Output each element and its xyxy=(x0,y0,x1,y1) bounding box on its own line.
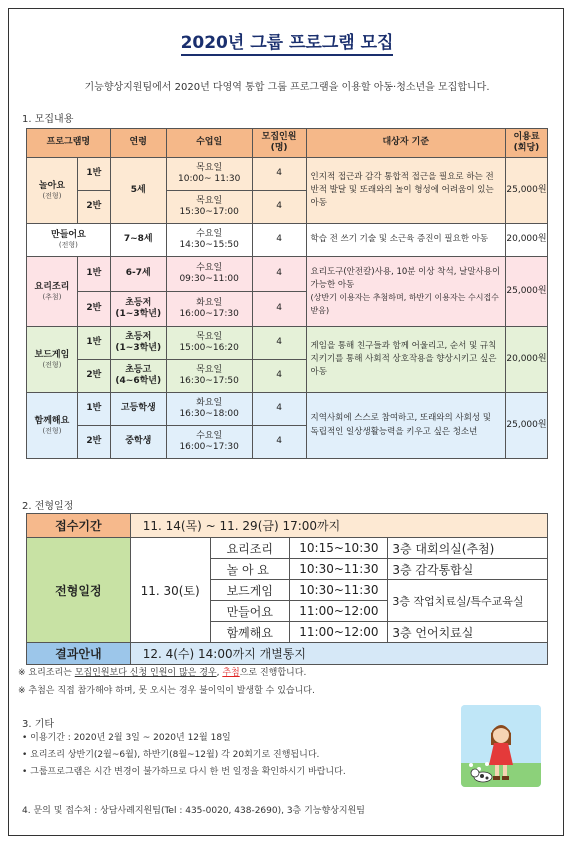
result-label: 결과안내 xyxy=(27,643,131,665)
etc-item: • 이용기간 : 2020년 2월 3일 ~ 2020년 12월 18일 xyxy=(22,733,231,743)
class-label: 2반 xyxy=(77,191,110,224)
age-cell: 초등저 (1~3학년) xyxy=(110,327,166,360)
table-row xyxy=(27,158,548,191)
schedule-row xyxy=(27,538,548,559)
capacity-cell: 4 xyxy=(252,327,306,360)
age-cell: 5세 xyxy=(110,158,166,224)
capacity-cell: 4 xyxy=(252,158,306,191)
criteria-cell: 학습 전 쓰기 기술 및 소근육 증진이 필요한 아동 xyxy=(306,224,505,257)
schedule-room: 3층 작업치료실/특수교육실 xyxy=(388,580,548,622)
class-label: 1반 xyxy=(77,257,110,292)
registration-label: 접수기간 xyxy=(27,514,131,538)
fee-cell: 25,000원 xyxy=(505,393,547,459)
header-program: 프로그램명 xyxy=(27,129,111,158)
age-cell: 6-7세 xyxy=(110,257,166,292)
class-label: 2반 xyxy=(77,426,110,459)
table-row xyxy=(27,257,548,292)
schedule-program: 함께해요 xyxy=(210,622,290,643)
header-criteria: 대상자 기준 xyxy=(306,129,505,158)
schedule-program: 놀 아 요 xyxy=(210,559,290,580)
etc-item: • 요리조리 상반기(2월~6월), 하반기(8월~12월) 각 20회기로 진행됩니다. xyxy=(22,750,320,760)
schedule-program: 요리조리 xyxy=(210,538,290,559)
intro-text: 기능향상지원팀에서 2020년 다영역 통합 그룹 프로그램을 이용할 아동·청소년을 모집합니다. xyxy=(84,82,490,93)
age-cell: 초등고 (4~6학년) xyxy=(110,360,166,393)
schedule-room: 3층 감각통합실 xyxy=(388,559,548,580)
day-cell: 목요일 10:00~ 11:30 xyxy=(166,158,252,191)
selection-label: 전형일정 xyxy=(27,538,131,643)
schedule-program: 보드게임 xyxy=(210,580,290,601)
header-age: 연령 xyxy=(110,129,166,158)
note-1: ※ 요리조리는 모집인원보다 신청 인원이 많은 경우, 추첨으로 진행합니다. xyxy=(18,668,307,678)
age-cell: 7~8세 xyxy=(110,224,166,257)
header-day: 수업일 xyxy=(166,129,252,158)
header-fee: 이용료 (회당) xyxy=(505,129,547,158)
day-cell: 수요일 14:30~15:50 xyxy=(166,224,252,257)
section-1-heading: 1. 모집내용 xyxy=(22,114,74,125)
class-label: 1반 xyxy=(77,327,110,360)
section-3-heading: 3. 기타 xyxy=(22,719,55,730)
age-cell: 중학생 xyxy=(110,426,166,459)
header-capacity: 모집인원 (명) xyxy=(252,129,306,158)
criteria-cell: 인지적 접근과 감각 통합적 접근을 필요로 하는 전반적 발달 및 또래와의 놀이 형성에 어려움이 있는 아동 xyxy=(306,158,505,224)
criteria-cell: 요리도구(안전칼)사용, 10분 이상 착석, 날말사용이 가능한 아동 (상반기 이용자는 추첨하며, 하반기 이용자는 수시접수 받음) xyxy=(306,257,505,327)
schedule-room: 3층 대회의실(추첨) xyxy=(388,538,548,559)
schedule-row xyxy=(27,643,548,665)
schedule-time: 11:00~12:00 xyxy=(290,601,388,622)
capacity-cell: 4 xyxy=(252,292,306,327)
capacity-cell: 4 xyxy=(252,191,306,224)
fee-cell: 20,000원 xyxy=(505,224,547,257)
capacity-cell: 4 xyxy=(252,426,306,459)
day-cell: 수요일 16:00~17:30 xyxy=(166,426,252,459)
table-row xyxy=(27,393,548,426)
program-name: 보드게임 (전형) xyxy=(27,327,78,393)
girl-with-dog-illustration xyxy=(461,705,541,787)
class-label: 2반 xyxy=(77,292,110,327)
capacity-cell: 4 xyxy=(252,360,306,393)
table-header-row xyxy=(27,129,548,158)
section-4-contact: 4. 문의 및 접수처 : 상담사례지원팀(Tel : 435-0020, 438-2690), 3층 기능향상지원팀 xyxy=(22,806,365,816)
capacity-cell: 4 xyxy=(252,224,306,257)
fee-cell: 20,000원 xyxy=(505,327,547,393)
program-name: 함께해요 (전형) xyxy=(27,393,78,459)
class-label: 2반 xyxy=(77,360,110,393)
fee-cell: 25,000원 xyxy=(505,158,547,224)
note-2: ※ 추첨은 직접 참가해야 하며, 못 오시는 경우 불이익이 발생할 수 있습니다. xyxy=(18,686,315,696)
result-value: 12. 4(수) 14:00까지 개별통지 xyxy=(130,643,547,665)
class-label: 1반 xyxy=(77,158,110,191)
schedule-row xyxy=(27,514,548,538)
page-title: 2020년 그룹 프로그램 모집 xyxy=(0,28,574,53)
registration-value: 11. 14(목) ~ 11. 29(금) 17:00까지 xyxy=(130,514,547,538)
day-cell: 목요일 16:30~17:50 xyxy=(166,360,252,393)
day-cell: 수요일 09:30~11:00 xyxy=(166,257,252,292)
schedule-table xyxy=(26,513,548,665)
day-cell: 목요일 15:30~17:00 xyxy=(166,191,252,224)
program-table xyxy=(26,128,548,459)
selection-date: 11. 30(토) xyxy=(130,538,210,643)
table-row xyxy=(27,327,548,360)
section-2-heading: 2. 전형일정 xyxy=(22,501,74,512)
schedule-time: 11:00~12:00 xyxy=(290,622,388,643)
fee-cell: 25,000원 xyxy=(505,257,547,327)
schedule-program: 만들어요 xyxy=(210,601,290,622)
criteria-cell: 지역사회에 스스로 참여하고, 또래와의 사회성 및 독립적인 일상생활능력을 키우고 싶은 청소년 xyxy=(306,393,505,459)
age-cell: 고등학생 xyxy=(110,393,166,426)
capacity-cell: 4 xyxy=(252,393,306,426)
day-cell: 목요일 15:00~16:20 xyxy=(166,327,252,360)
schedule-room: 3층 언어치료실 xyxy=(388,622,548,643)
table-row xyxy=(27,224,548,257)
program-name: 요리조리 (추첨) xyxy=(27,257,78,327)
schedule-time: 10:30~11:30 xyxy=(290,580,388,601)
etc-item: • 그룹프로그램은 시간 변경이 불가하므로 다시 한 번 일정을 확인하시기 바랍니다. xyxy=(22,767,346,777)
criteria-cell: 게임을 통해 친구들과 함께 어울리고, 순서 및 규칙 지키기를 통해 사회적 상호작용을 향상시키고 싶은 아동 xyxy=(306,327,505,393)
day-cell: 화요일 16:00~17:30 xyxy=(166,292,252,327)
day-cell: 화요일 16:30~18:00 xyxy=(166,393,252,426)
class-label: 1반 xyxy=(77,393,110,426)
age-cell: 초등저 (1~3학년) xyxy=(110,292,166,327)
program-name: 놀아요 (전형) xyxy=(27,158,78,224)
schedule-time: 10:15~10:30 xyxy=(290,538,388,559)
program-name: 만들어요 (전형) xyxy=(27,224,111,257)
capacity-cell: 4 xyxy=(252,257,306,292)
schedule-time: 10:30~11:30 xyxy=(290,559,388,580)
